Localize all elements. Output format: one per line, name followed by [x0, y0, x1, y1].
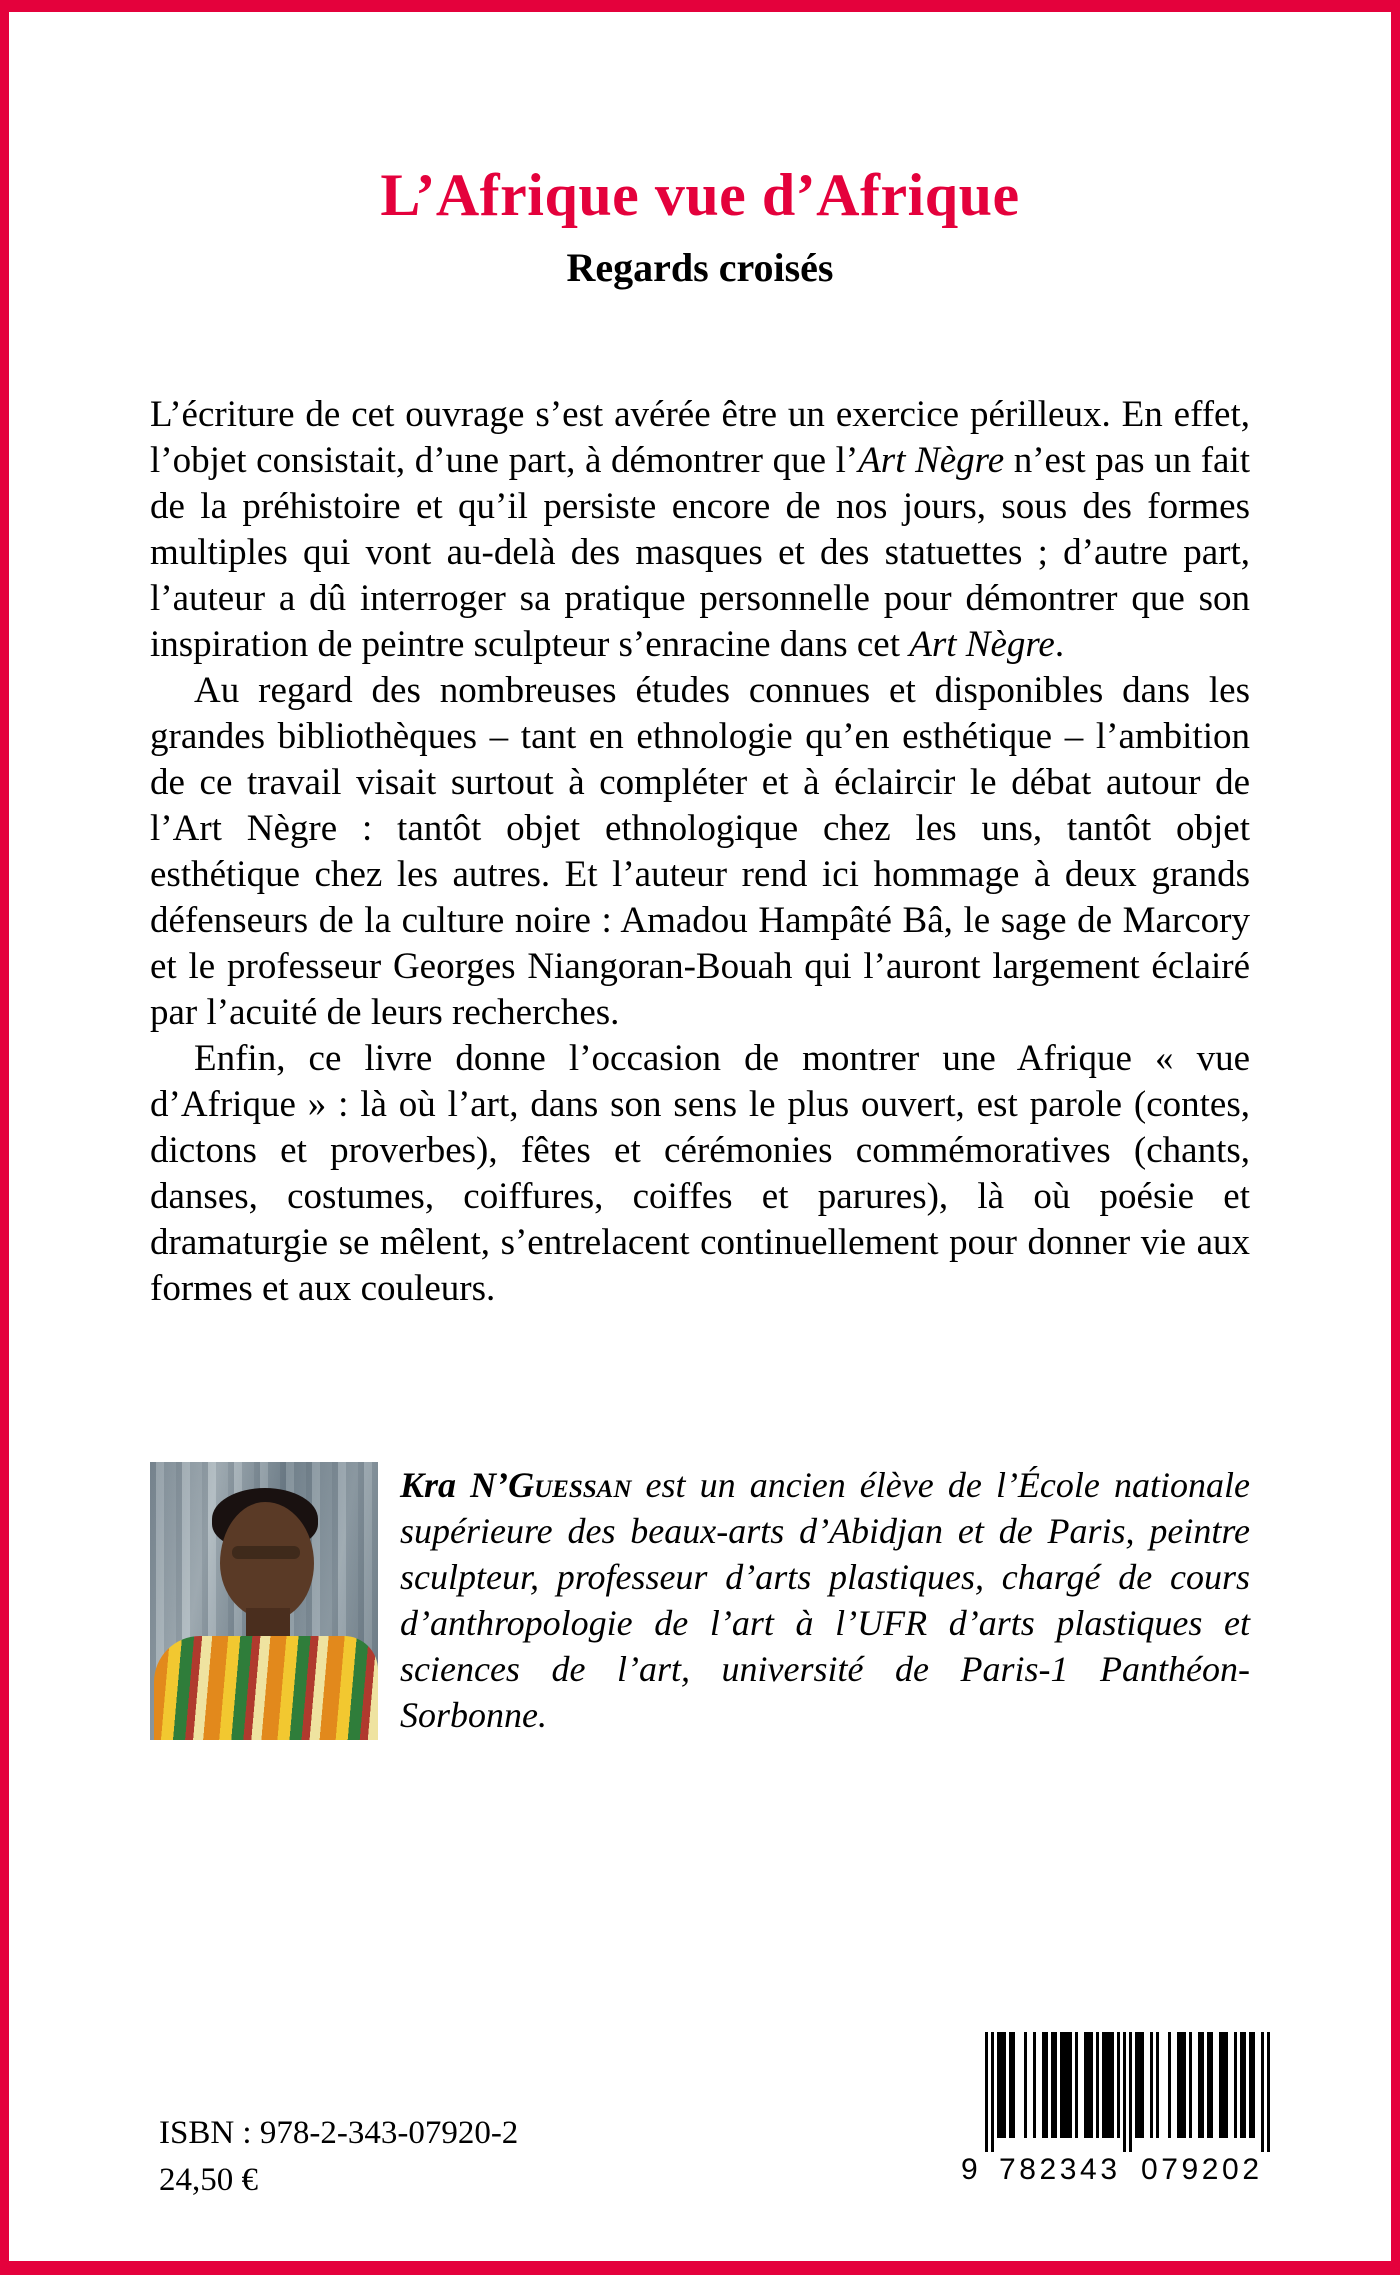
isbn-text: ISBN : 978-2-343-07920-2: [159, 2115, 519, 2151]
svg-text:079202: 079202: [1141, 2153, 1259, 2186]
book-title: L’Afrique vue d’Afrique: [380, 162, 1020, 228]
synopsis-paragraph-3: Enfin, ce livre donne l’occasion de montrer une Afrique « vue d’Afrique » : là où l’art, dans son sens le plus ouvert, est parole (contes, dictons et proverbes), fêtes et cérémonies commémoratives (chants, danses, costumes, coiffures, coiffes et parures), là où poésie et dramaturgie se mêlent, s’entrelacent continuellement pour donner vie aux formes et aux couleurs.: [150, 1038, 1250, 1309]
synopsis-paragraph-1: L’écriture de cet ouvrage s’est avérée être un exercice périlleux. En effet, l’objet consistait, d’une part, à démontrer que l’Art Nègre n’est pas un fait de la préhistoire et qu’il persiste encore de nos jours, sous des formes multiples qui vont au-delà des masques et des statuettes ; d’autre part, l’auteur a dû interroger sa pratique personnelle pour démontrer que son inspiration de peintre sculpteur s’enracine dans cet Art Nègre.: [150, 394, 1251, 665]
isbn-block: [159, 2110, 518, 2204]
cover-content: [150, 162, 1250, 1740]
barcode: [961, 2032, 1293, 2190]
photo-glasses: [232, 1546, 300, 1559]
photo-kente-shirt: [154, 1636, 378, 1740]
author-bio: Kra N’Guessan est un ancien élève de l’École nationale supérieure des beaux-arts d’Abidjan et de Paris, peintre sculpteur, professeur d’arts plastiques, chargé de cours d’anthropologie de l’art à l’UFR d’arts plastiques et sciences de l’art, université de Paris-1 Panthéon-Sorbonne.: [400, 1465, 1250, 1735]
author-photo: [150, 1462, 378, 1740]
svg-text:9: 9: [961, 2153, 978, 2186]
book-subtitle: Regards croisés: [566, 245, 834, 290]
photo-face: [220, 1502, 314, 1620]
synopsis-paragraph-2: Au regard des nombreuses études connues et disponibles dans les grandes bibliothèques – tant en ethnologie qu’en esthétique – l’ambition de ce travail visait surtout à compléter et à éclaircir le débat autour de l’Art Nègre : tantôt objet ethnologique chez les uns, tantôt objet esthétique chez les autres. Et l’auteur rend ici hommage à deux grands défenseurs de la culture noire : Amadou Hampâté Bâ, le sage de Marcory et le professeur Georges Niangoran-Bouah qui l’auront largement éclairé par l’acuité de leurs recherches.: [150, 670, 1250, 1033]
barcode-svg: [961, 2032, 1293, 2190]
price-text: 24,50 €: [159, 2162, 258, 2198]
svg-text:782343: 782343: [999, 2153, 1117, 2186]
author-section: [150, 1462, 1250, 1740]
synopsis: [150, 392, 1250, 1312]
